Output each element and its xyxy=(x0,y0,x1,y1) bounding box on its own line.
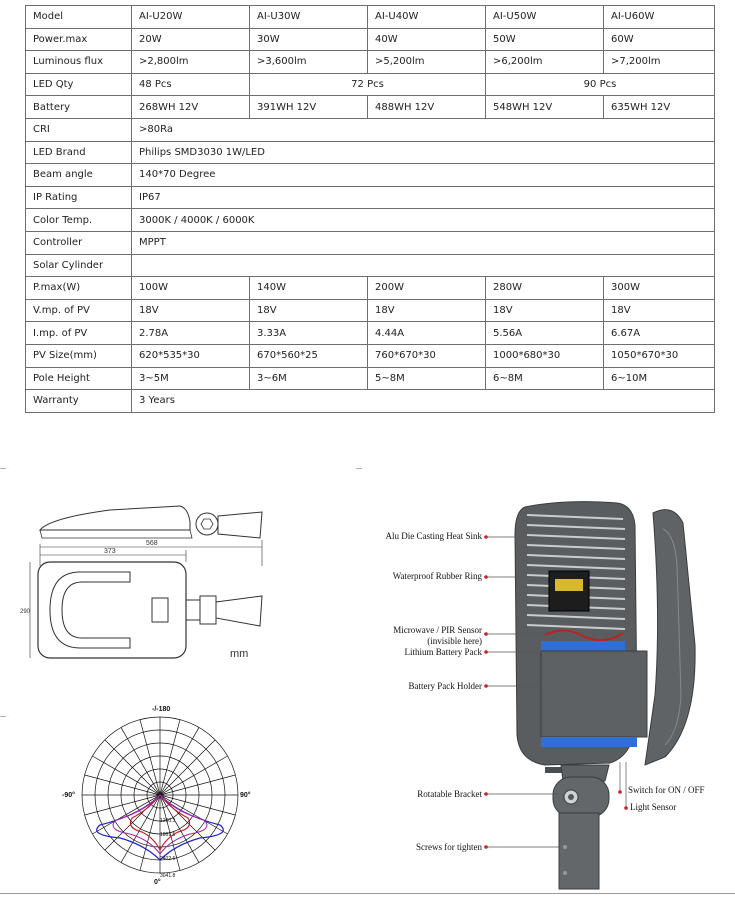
row-beam-angle xyxy=(26,164,715,187)
polar-ring-value: 3041.8 xyxy=(160,873,176,879)
callout-light-sensor: Light Sensor xyxy=(630,802,677,812)
cell: 1000*680*30 xyxy=(486,344,604,367)
row-vmp xyxy=(26,299,715,322)
polar-label-top: -/-180 xyxy=(152,706,171,713)
cell: >2,800lm xyxy=(132,51,250,74)
plan-view-arm xyxy=(216,596,262,626)
cell: 18V xyxy=(604,299,715,322)
cell: MPPT xyxy=(132,231,715,254)
cell: 3000K / 4000K / 6000K xyxy=(132,209,715,232)
cell: 140*70 Degree xyxy=(132,164,715,187)
cell: AI-U50W xyxy=(486,6,604,29)
cell: 3~6M xyxy=(250,367,368,390)
cell: 670*560*25 xyxy=(250,344,368,367)
row-label: I.mp. of PV xyxy=(26,322,132,345)
cell: 18V xyxy=(132,299,250,322)
cell: 18V xyxy=(368,299,486,322)
row-label: Color Temp. xyxy=(26,209,132,232)
row-label: Warranty xyxy=(26,390,132,413)
callout-holder: Battery Pack Holder xyxy=(408,681,482,691)
row-label: V.mp. of PV xyxy=(26,299,132,322)
callout-rubber-ring: Waterproof Rubber Ring xyxy=(392,571,482,581)
side-view-hinge xyxy=(196,513,218,535)
row-controller xyxy=(26,231,715,254)
dim-width: 290 xyxy=(20,609,31,615)
side-view-arm xyxy=(218,512,262,538)
row-label: IP Rating xyxy=(26,186,132,209)
cell: 1050*670*30 xyxy=(604,344,715,367)
row-pmax xyxy=(26,277,715,300)
cell: 280W xyxy=(486,277,604,300)
row-label: LED Brand xyxy=(26,141,132,164)
row-power xyxy=(26,28,715,51)
cell: Philips SMD3030 1W/LED xyxy=(132,141,715,164)
cell: 620*535*30 xyxy=(132,344,250,367)
dim-body: 373 xyxy=(104,548,116,555)
cell: 5~8M xyxy=(368,367,486,390)
cell: 18V xyxy=(486,299,604,322)
row-pole-height xyxy=(26,367,715,390)
cell: 4.44A xyxy=(368,322,486,345)
cell: 548WH 12V xyxy=(486,96,604,119)
cell: AI-U60W xyxy=(604,6,715,29)
cell: 140W xyxy=(250,277,368,300)
cell: 20W xyxy=(132,28,250,51)
callout-bracket: Rotatable Bracket xyxy=(417,789,482,799)
polar-ring-value: 1200.3 xyxy=(160,818,176,824)
cell: 5.56A xyxy=(486,322,604,345)
row-label: PV Size(mm) xyxy=(26,344,132,367)
cell: >6,200lm xyxy=(486,51,604,74)
cell: 6~8M xyxy=(486,367,604,390)
row-label: P.max(W) xyxy=(26,277,132,300)
detached-cover xyxy=(645,510,695,765)
cell: 40W xyxy=(368,28,486,51)
callout-screws: Screws for tighten xyxy=(416,842,482,852)
polar-label-left: -90° xyxy=(62,792,75,799)
row-solar-cylinder xyxy=(26,254,715,277)
side-view-bottom xyxy=(40,530,192,538)
polar-ring-value: 1801.5 xyxy=(160,832,176,838)
cell: 100W xyxy=(132,277,250,300)
cell: 6~10M xyxy=(604,367,715,390)
page-divider xyxy=(0,893,735,894)
cell: 3 Years xyxy=(132,390,715,413)
edge-tick xyxy=(356,468,362,469)
callout-switch: Switch for ON / OFF xyxy=(628,785,705,795)
row-led-qty xyxy=(26,73,715,96)
cell: 200W xyxy=(368,277,486,300)
polar-ring-value: 2402.6 xyxy=(160,856,176,862)
row-label: Solar Cylinder xyxy=(26,254,132,277)
unit-label: mm xyxy=(230,648,249,660)
edge-tick xyxy=(0,716,6,717)
callout-lines xyxy=(480,530,640,850)
row-color-temp xyxy=(26,209,715,232)
cell: 3~5M xyxy=(132,367,250,390)
cell: AI-U40W xyxy=(368,6,486,29)
callout-sensor-note: (invisible here) xyxy=(427,636,482,646)
row-label: Battery xyxy=(26,96,132,119)
cell: 268WH 12V xyxy=(132,96,250,119)
row-imp xyxy=(26,322,715,345)
row-cri xyxy=(26,118,715,141)
row-led-brand xyxy=(26,141,715,164)
cell: AI-U20W xyxy=(132,6,250,29)
row-battery xyxy=(26,96,715,119)
polar-label-bottom: 0° xyxy=(154,879,161,886)
cell: IP67 xyxy=(132,186,715,209)
callout-sensor: Microwave / PIR Sensor xyxy=(393,625,482,635)
row-pv-size xyxy=(26,344,715,367)
row-label: Power.max xyxy=(26,28,132,51)
polar-diagram xyxy=(60,700,270,890)
row-model xyxy=(26,6,715,29)
callout-battery: Lithium Battery Pack xyxy=(404,647,482,657)
side-view-housing xyxy=(40,506,190,530)
cell: >7,200lm xyxy=(604,51,715,74)
row-label: Pole Height xyxy=(26,367,132,390)
plan-view-hinge xyxy=(200,596,216,624)
cell: 2.78A xyxy=(132,322,250,345)
dimension-drawing xyxy=(20,500,290,670)
plan-view-sensor xyxy=(152,598,168,622)
row-label: Beam angle xyxy=(26,164,132,187)
cell xyxy=(132,254,715,277)
row-label: Controller xyxy=(26,231,132,254)
cell: 18V xyxy=(250,299,368,322)
cell: 72 Pcs xyxy=(250,73,486,96)
cell: 300W xyxy=(604,277,715,300)
row-label: Model xyxy=(26,6,132,29)
cell: 391WH 12V xyxy=(250,96,368,119)
cell: 60W xyxy=(604,28,715,51)
cell: 635WH 12V xyxy=(604,96,715,119)
cell: 48 Pcs xyxy=(132,73,250,96)
plan-view-mount xyxy=(186,600,200,620)
polar-label-right: 90° xyxy=(240,792,251,799)
cell: 90 Pcs xyxy=(486,73,715,96)
dim-overall: 568 xyxy=(146,540,158,547)
cell: 760*670*30 xyxy=(368,344,486,367)
cell: 3.33A xyxy=(250,322,368,345)
row-label: LED Qty xyxy=(26,73,132,96)
plan-view-housing xyxy=(38,562,186,658)
spec-table xyxy=(25,5,715,413)
cell: 488WH 12V xyxy=(368,96,486,119)
row-ip-rating xyxy=(26,186,715,209)
cell: AI-U30W xyxy=(250,6,368,29)
cell: >80Ra xyxy=(132,118,715,141)
cell: >5,200lm xyxy=(368,51,486,74)
row-label: CRI xyxy=(26,118,132,141)
row-label: Luminous flux xyxy=(26,51,132,74)
callout-heat-sink: Alu Die Casting Heat Sink xyxy=(385,531,482,541)
edge-tick xyxy=(0,468,6,469)
cell: >3,600lm xyxy=(250,51,368,74)
plan-view-u-panel xyxy=(50,572,130,648)
row-warranty xyxy=(26,390,715,413)
cell: 30W xyxy=(250,28,368,51)
cell: 50W xyxy=(486,28,604,51)
cell: 6.67A xyxy=(604,322,715,345)
row-luminous-flux xyxy=(26,51,715,74)
